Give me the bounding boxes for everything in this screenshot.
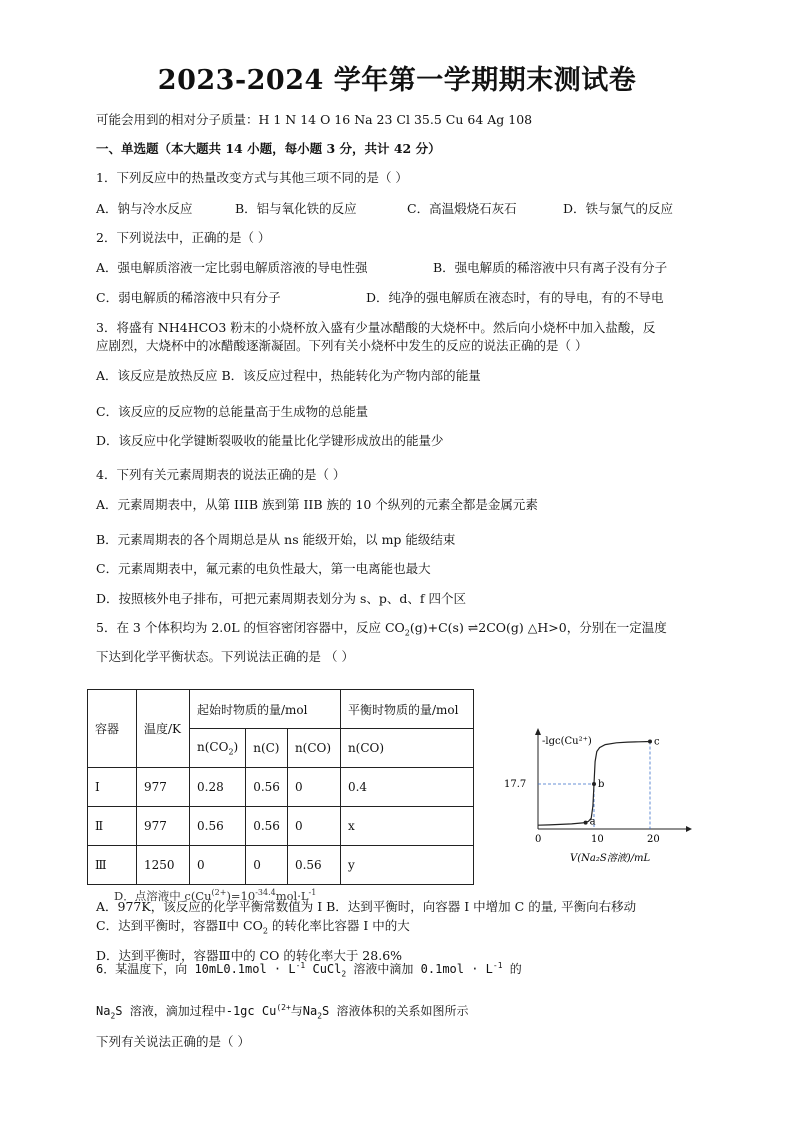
q3-option-d: D．该反应中化学键断裂吸收的能量比化学键形成放出的能量少	[96, 433, 444, 448]
q1-option-b: B．铝与氧化铁的反应	[235, 201, 357, 216]
point-b	[592, 782, 596, 786]
q5-option-c: C．达到平衡时，容器Ⅱ中 $CO_2$ 的转化率比容器 I 中的大	[96, 918, 410, 936]
q6-line2: $Na_2S$ 溶液，滴加过程中-1gc $Cu^{(2+}$与$Na_2S$ 溶液体积的关系如图所示	[96, 1003, 469, 1021]
titration-curve-chart	[500, 725, 700, 870]
q2-option-b: B．强电解质的稀溶液中只有离子没有分子	[433, 260, 668, 275]
q2-option-a: A．强电解质溶液一定比弱电解质溶液的导电性强	[96, 260, 368, 275]
page-title: 2023-2024 学年第一学期期末测试卷	[157, 65, 637, 96]
q4-option-c: C．元素周期表中，氟元素的电负性最大，第一电离能也最大	[96, 561, 431, 576]
col-n-c: n(C)	[246, 729, 288, 768]
q1-stem: 1．下列反应中的热量改变方式与其他三项不同的是（ ）	[96, 170, 408, 185]
q5-line2: 下达到化学平衡状态。下列说法正确的是 （ ）	[96, 649, 354, 664]
col-n-co-eq: n(CO)	[340, 729, 473, 768]
q5-option-ab: A．977K，该反应的化学平衡常数值为 I B．达到平衡时，向容器 I 中增加 C 的量, 平衡向右移动	[96, 899, 637, 914]
q3-option-c: C．该反应的反应物的总能量高于生成物的总能量	[96, 404, 369, 419]
col-n-co2: $n(CO_2)$	[190, 729, 246, 768]
table-row: Ⅲ 1250 0 0 0.56 y	[88, 846, 474, 885]
point-label-b: b	[598, 779, 605, 790]
y-axis-arrow	[535, 728, 541, 735]
q1-option-c: C．高温煅烧石灰石	[407, 201, 517, 216]
q5-line1: 5．在 3 个体积均为 2.0L 的恒容密闭容器中，反应 $CO_2(g)+C(s)$ ⇌2CO(g) △H>0，分别在一定温度	[96, 620, 667, 638]
col-n-co: n(CO)	[287, 729, 340, 768]
q4-option-b: B．元素周期表的各个周期总是从 ns 能级开始，以 mp 能级结束	[96, 532, 456, 547]
x-tick-label: 20	[647, 834, 660, 845]
q4-option-a: A．元素周期表中，从第 IIIB 族到第 IIB 族的 10 个纵列的元素全都是金属元素	[96, 497, 538, 512]
x-axis-arrow	[686, 826, 692, 832]
x-tick-label: 10	[591, 834, 604, 845]
q6-line1: 6．某温度下，向 $10mL0.1mol \cdot L^{-1}$ CuCl$_2$ 溶液中滴加 $0.1mol \cdot L^{-1}$ 的	[96, 961, 522, 979]
q2-option-d: D．纯净的强电解质在液态时，有的导电，有的不导电	[366, 290, 664, 305]
q4-stem: 4．下列有关元素周期表的说法正确的是（ ）	[96, 467, 346, 482]
point-c	[648, 740, 652, 744]
atomic-masses: 可能会用到的相对分子质量：H 1 N 14 O 16 Na 23 Cl 35.5 Cu 64 Ag 108	[96, 112, 533, 127]
q3-line1: 3．将盛有 NH4HCO3 粉末的小烧杯放入盛有少量冰醋酸的大烧杯中。然后向小烧杯中加入盐酸，反	[96, 320, 656, 335]
header-container: 容器	[88, 690, 137, 768]
table-row: Ⅱ 977 0.56 0.56 0 x	[88, 807, 474, 846]
point-a	[584, 821, 588, 825]
q1-option-a: A．钠与冷水反应	[96, 201, 193, 216]
q1-option-d: D．铁与氯气的反应	[563, 201, 674, 216]
q2-option-c: C．弱电解质的稀溶液中只有分子	[96, 290, 281, 305]
section-heading: 一、单选题（本大题共 14 小题，每小题 3 分，共计 42 分）	[96, 141, 441, 156]
header-equilibrium: 平衡时物质的量/mol	[340, 690, 473, 729]
point-label-a: a	[589, 816, 596, 828]
header-temperature: 温度/K	[137, 690, 190, 768]
x-axis-label: V(Na₂S溶液)/mL	[570, 853, 651, 864]
y-axis-label: -lgc(Cu²⁺)	[542, 736, 592, 747]
point-label-c: c	[654, 736, 660, 748]
x-tick-label: 0	[535, 834, 542, 845]
q3-option-ab: A．该反应是放热反应 B．该反应过程中，热能转化为产物内部的能量	[96, 368, 481, 383]
q6-stray-option-d: D．点溶液中 $c(Cu^{(2+})=10^{-34.4}mol\cdot L^{-1}$	[114, 888, 317, 903]
q4-option-d: D．按照核外电子排布，可把元素周期表划分为 s、p、d、f 四个区	[96, 591, 467, 606]
q3-line2: 应剧烈，大烧杯中的冰醋酸逐渐凝固。下列有关小烧杯中发生的反应的说法正确的是（ ）	[96, 338, 588, 353]
equilibrium-table	[87, 689, 474, 885]
q5-option-d: D．达到平衡时，容器Ⅲ中的 CO 的转化率大于 28.6%	[96, 948, 403, 963]
y-tick-label: 17.7	[504, 779, 527, 790]
q6-line3: 下列有关说法正确的是（ ）	[96, 1034, 250, 1049]
table-row: I 977 0.28 0.56 0 0.4	[88, 768, 474, 807]
q2-stem: 2．下列说法中，正确的是（ ）	[96, 230, 271, 245]
header-initial: 起始时物质的量/mol	[190, 690, 341, 729]
